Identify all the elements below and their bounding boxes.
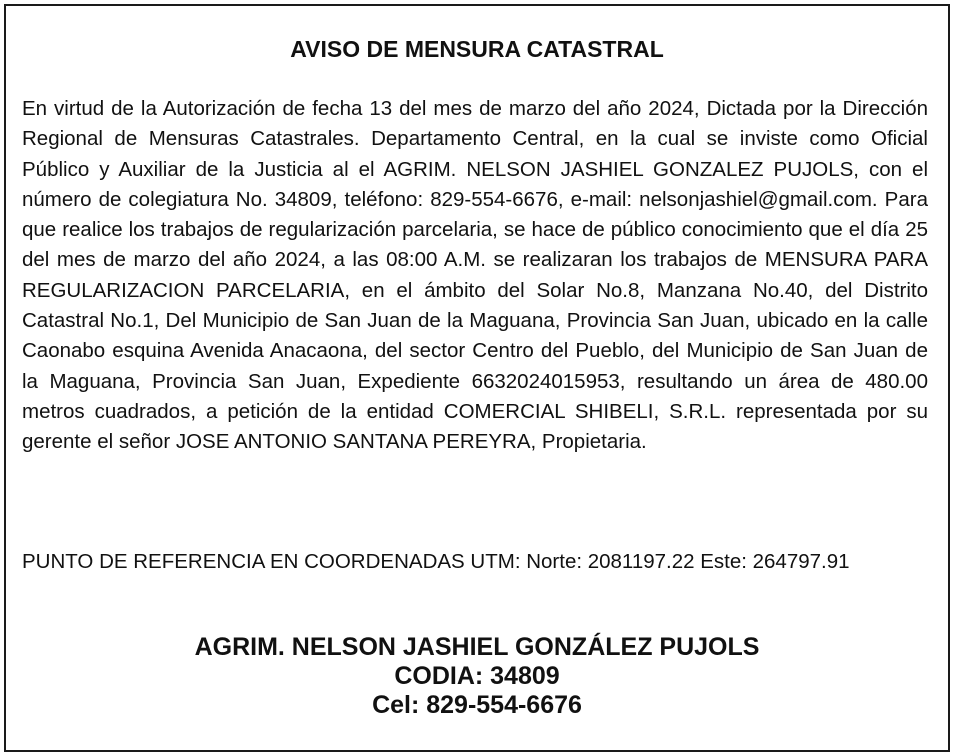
notice-title: AVISO DE MENSURA CATASTRAL bbox=[290, 36, 664, 62]
notice-body-paragraph: En virtud de la Autorización de fecha 13 del mes de marzo del año 2024, Dictada por la Dirección Regional de Mensuras Catastrales. Departamento Central, en la cual se inviste como Oficial Público y Auxiliar de la Justicia al el AGRIM. NELSON JASHIEL GONZALEZ PUJOLS, con el número de colegiatura No. 34809, teléfono: 829-554-6676, e-mail: nelsonjashiel@gmail.com. Para que realice los trabajos de regularización parcelaria, se hace de público conocimiento que el día 25 del mes de marzo del año 2024, a las 08:00 A.M. se realizaran los trabajos de MENSURA PARA REGULARIZACION PARCELARIA, en el ámbito del Solar No.8, Manzana No.40, del Distrito Catastral No.1, Del Municipio de San Juan de la Maguana, Provincia San Juan, ubicado en la calle Caonabo esquina Avenida Anacaona, del sector Centro del Pueblo, del Municipio de San Juan de la Maguana, Provincia San Juan, Expediente 6632024015953, resultando un área de 480.00 metros cuadrados, a petición de la entidad COMERCIAL SHIBELI, S.R.L. representada por su gerente el señor JOSE ANTONIO SANTANA PEREYRA, Propietaria. bbox=[22, 97, 928, 454]
signature-block bbox=[6, 633, 948, 720]
signature-codia: CODIA: 34809 bbox=[394, 662, 560, 690]
signature-name: AGRIM. NELSON JASHIEL GONZÁLEZ PUJOLS bbox=[194, 633, 760, 661]
signature-phone: Cel: 829-554-6676 bbox=[372, 691, 582, 719]
notice-frame bbox=[4, 4, 950, 752]
reference-coordinates: PUNTO DE REFERENCIA EN COORDENADAS UTM: Norte: 2081197.22 Este: 264797.91 bbox=[22, 550, 850, 573]
